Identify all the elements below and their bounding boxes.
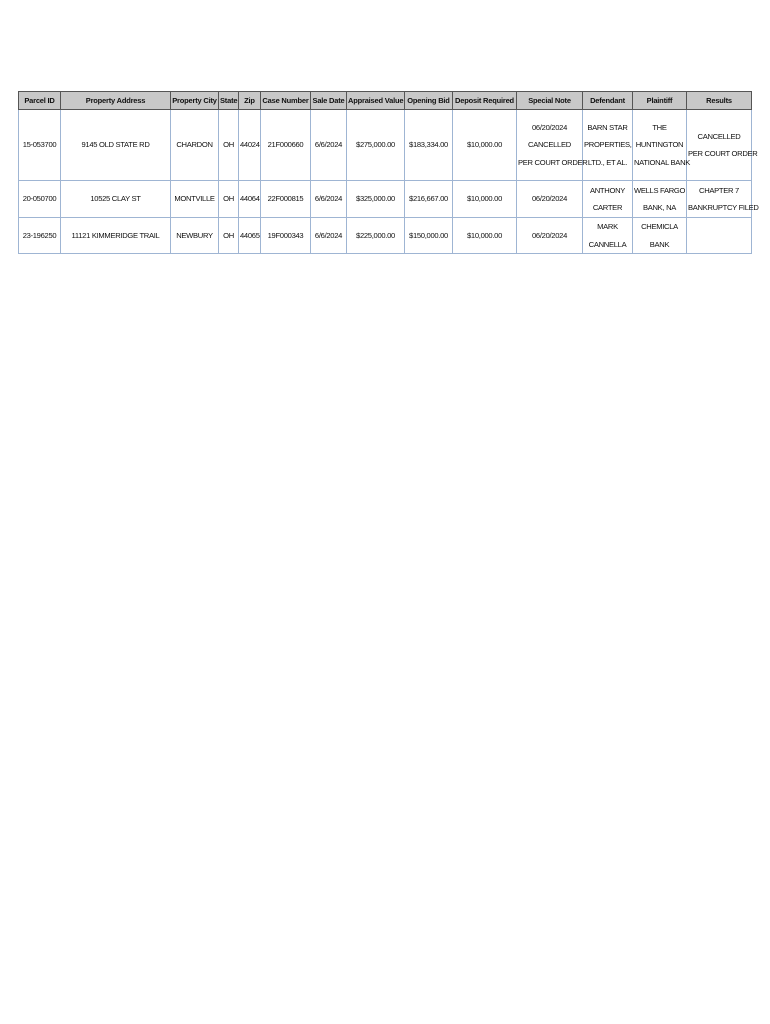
results-cell (687, 181, 759, 218)
col-plaintiff: Plaintiff (633, 92, 687, 110)
opening-bid-cell: $183,334.00 (405, 110, 453, 181)
zip-cell: 44024 (239, 110, 261, 181)
defendant-line: PROPERTIES, (584, 140, 632, 150)
plaintiff-line: HUNTINGTON (635, 140, 684, 150)
results-line: CHAPTER 7 (699, 185, 739, 195)
appraised-value-cell: $225,000.00 (347, 218, 405, 254)
plaintiff-line: THE (652, 122, 667, 132)
defendant-cell (583, 181, 633, 218)
state-cell: OH (219, 110, 239, 181)
plaintiff-cell (633, 218, 687, 254)
results-cell (687, 218, 752, 254)
state-cell: OH (219, 181, 239, 218)
defendant-line: ANTHONY (589, 185, 626, 195)
table-row (19, 110, 752, 181)
col-zip: Zip (239, 92, 261, 110)
sale-listing-table (18, 91, 759, 254)
address-cell: 11121 KIMMERIDGE TRAIL (61, 218, 171, 254)
special-note-line: 06/20/2024 (531, 122, 567, 132)
case-number-cell: 22F000815 (261, 181, 311, 218)
plaintiff-line: WELLS FARGO (634, 185, 686, 195)
header-row (19, 92, 752, 110)
col-opening-bid: Opening Bid (405, 92, 453, 110)
special-note-cell (517, 110, 588, 181)
defendant-line: CARTER (592, 203, 623, 212)
col-parcel-id: Parcel ID (19, 92, 61, 110)
opening-bid-cell: $150,000.00 (405, 218, 453, 254)
deposit-cell: $10,000.00 (453, 218, 517, 254)
defendant-line: MARK (597, 222, 618, 231)
city-cell: NEWBURY (171, 218, 219, 254)
col-sale-date: Sale Date (311, 92, 347, 110)
col-appraised-value: Appraised Value (347, 92, 405, 110)
table-row (19, 181, 752, 218)
results-line: CANCELLED (697, 131, 741, 141)
city-cell: CHARDON (171, 110, 219, 181)
zip-cell: 44064 (239, 181, 261, 218)
col-case-number: Case Number (261, 92, 311, 110)
sale-date-cell: 6/6/2024 (311, 110, 347, 181)
col-property-city: Property City (171, 92, 219, 110)
defendant-line: CANNELLA (588, 239, 627, 249)
plaintiff-line: NATIONAL BANK (634, 157, 691, 167)
plaintiff-line: BANK, NA (642, 203, 677, 212)
parcel-id-cell: 15-053700 (19, 110, 61, 181)
table-row (19, 218, 752, 254)
zip-cell: 44065 (239, 218, 261, 254)
case-number-cell: 19F000343 (261, 218, 311, 254)
defendant-line: BARN STAR (587, 122, 628, 132)
address-cell: 10525 CLAY ST (61, 181, 171, 218)
plaintiff-line: BANK (649, 239, 670, 249)
special-note-line: CANCELLED (528, 140, 571, 150)
col-special-note: Special Note (517, 92, 583, 110)
sheriff-sale-sheet (18, 91, 759, 254)
special-note-line: 06/20/2024 (531, 194, 567, 204)
city-cell: MONTVILLE (171, 181, 219, 218)
plaintiff-cell (633, 181, 687, 218)
state-cell: OH (219, 218, 239, 254)
case-number-cell: 21F000660 (261, 110, 311, 181)
results-line: BANKRUPTCY FILED (688, 203, 759, 212)
col-property-address: Property Address (61, 92, 171, 110)
col-defendant: Defendant (583, 92, 633, 110)
opening-bid-cell: $216,667.00 (405, 181, 453, 218)
plaintiff-cell (633, 110, 691, 181)
results-line: PER COURT ORDER (688, 149, 758, 158)
results-cell (687, 110, 758, 181)
special-note-cell (517, 218, 583, 254)
appraised-value-cell: $275,000.00 (347, 110, 405, 181)
special-note-line: PER COURT ORDER (518, 157, 588, 167)
appraised-value-cell: $325,000.00 (347, 181, 405, 218)
plaintiff-line: CHEMICLA (641, 222, 678, 231)
sale-date-cell: 6/6/2024 (311, 218, 347, 254)
parcel-id-cell: 23-196250 (19, 218, 61, 254)
parcel-id-cell: 20-050700 (19, 181, 61, 218)
special-note-line: 06/20/2024 (531, 230, 567, 240)
special-note-cell (517, 181, 583, 218)
deposit-cell: $10,000.00 (453, 110, 517, 181)
col-results: Results (687, 92, 752, 110)
defendant-cell (583, 110, 633, 181)
col-deposit-required: Deposit Required (453, 92, 517, 110)
defendant-line: LTD., ET AL. (587, 157, 628, 167)
sale-date-cell: 6/6/2024 (311, 181, 347, 218)
address-cell: 9145 OLD STATE RD (61, 110, 171, 181)
col-state: State (219, 92, 239, 110)
deposit-cell: $10,000.00 (453, 181, 517, 218)
defendant-cell (583, 218, 633, 254)
